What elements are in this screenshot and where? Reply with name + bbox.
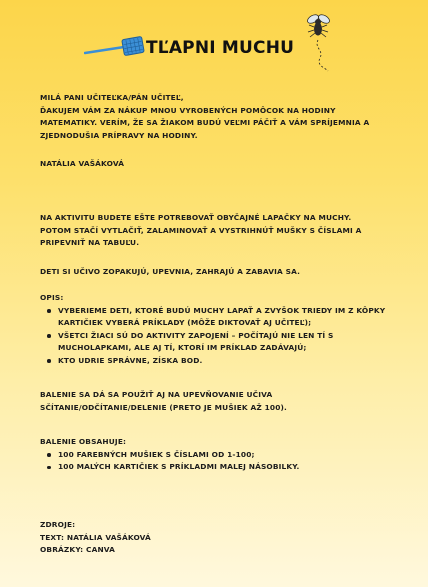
description-list: [40, 305, 390, 368]
greeting: MILÁ PANI UČITEĽKA/PÁN UČITEĽ,: [40, 93, 184, 102]
summary-text: DETI SI UČIVO ZOPAKUJÚ, UPEVNIA, ZAHRAJÚ A ZABAVIA SA.: [40, 267, 301, 276]
contents-heading: BALENIE OBSAHUJE:: [40, 437, 127, 446]
sources-block: [40, 519, 390, 557]
instructions-block: [40, 212, 390, 250]
list-item: VYBERIEME DETI, KTORÉ BUDÚ MUCHY LAPAŤ A ZVYŠOK TRIEDY IM Z KÔPKY KARTIČIEK VYBERÁ PRÍKLADY (MÔŽE DIKTOVAŤ AJ UČITEĽ);: [56, 305, 390, 330]
description-heading: OPIS:: [40, 293, 64, 302]
author-name: NATÁLIA VAŠÁKOVÁ: [40, 159, 125, 168]
summary-block: [40, 266, 390, 279]
description-block: [40, 292, 390, 368]
list-item: KTO UDRIE SPRÁVNE, ZÍSKA BOD.: [56, 355, 390, 368]
fly-icon: [300, 14, 350, 72]
list-item: VŠETCI ŽIACI SÚ DO AKTIVITY ZAPOJENÍ – POČÍTAJÚ NIE LEN TÍ S MUCHOLAPKAMI, ALE AJ TÍ, KTORÍ IM PRÍKLAD ZADÁVAJÚ;: [56, 330, 390, 355]
sources-text: TEXT: NATÁLIA VAŠÁKOVÁ: [40, 532, 151, 542]
usage-text: BALENIE SA DÁ SA POUŽIŤ AJ NA UPEVŇOVANIE UČIVA SČÍTANIE/ODČÍTANIE/DELENIE (PRETO JE MUŠIEK AŽ 100).: [40, 390, 287, 412]
intro-body: ĎAKUJEM VÁM ZA NÁKUP MNOU VYROBENÝCH POMÔCOK NA HODINY MATEMATIKY. VERÍM, ŽE SA ŽIAKOM BUDÚ VEĽMI PÁČIŤ A VÁM SPRÍJEMNIA A ZJEDNODUŠIA PRÍPRAVY NA HODINY.: [40, 105, 370, 140]
fly-swatter-icon: [84, 36, 146, 58]
instructions-line-2: POTOM STAČÍ VYTLAČIŤ, ZALAMINOVAŤ A VYSTRIHNÚŤ MUŠKY S ČÍSLAMI A PRIPEVNIŤ NA TABUĽU.: [40, 225, 362, 248]
usage-block: [40, 389, 390, 414]
author-signature: [40, 158, 390, 171]
instructions-line-1: NA AKTIVITU BUDETE EŠTE POTREBOVAŤ OBYČAJNÉ LAPAČKY NA MUCHY.: [40, 213, 352, 222]
contents-block: [40, 436, 390, 474]
list-item: 100 MALÝCH KARTIČIEK S PRÍKLADMI MALEJ NÁSOBILKY.: [56, 461, 390, 474]
sources-heading: ZDROJE:: [40, 520, 76, 529]
list-item: 100 FAREBNÝCH MUŠIEK S ČÍSLAMI OD 1-100;: [56, 449, 390, 462]
sources-images: OBRÁZKY: CANVA: [40, 545, 116, 555]
contents-list: [40, 449, 390, 474]
page-title: TĽAPNI MUCHU: [146, 38, 295, 58]
intro-block: [40, 92, 390, 142]
